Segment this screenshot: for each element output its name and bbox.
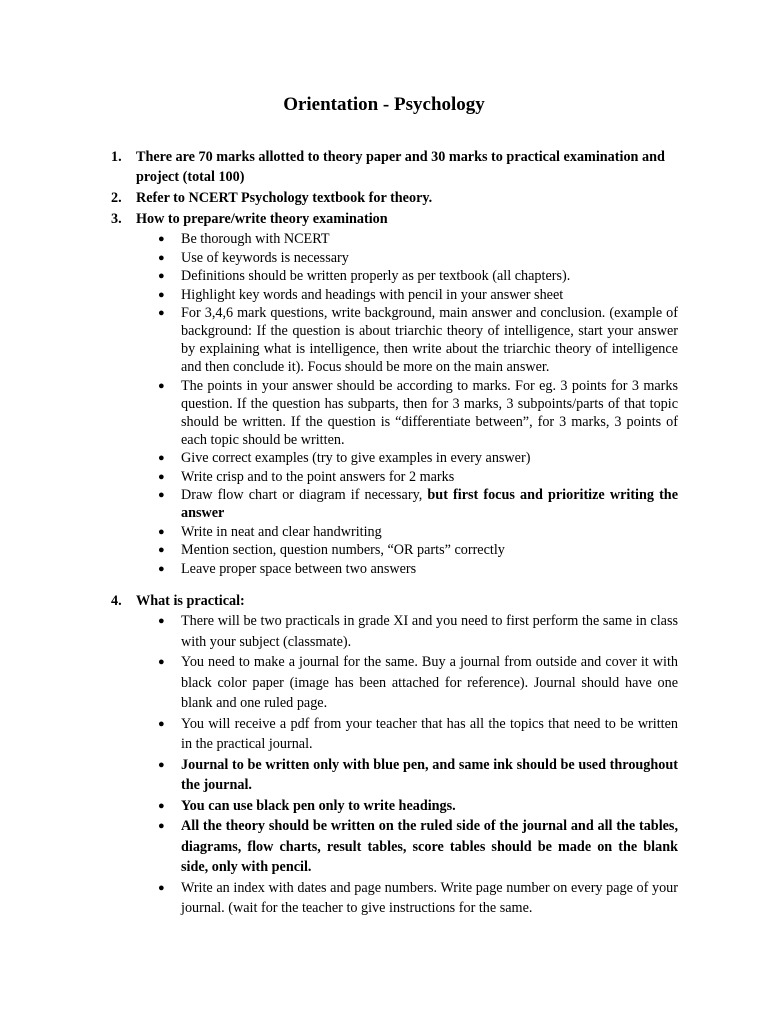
bullet-icon: ● xyxy=(158,489,165,501)
item-number: 3. xyxy=(111,211,122,227)
list-item: ● There will be two practicals in grade XI and you need to first perform the same in class with your subject (classmate). xyxy=(158,613,678,650)
list-item: ● For 3,4,6 mark questions, write background, main answer and conclusion. (example of background: If the question is about triarchic theory of intelligence, start your answer by explaining what is intelligence, then write about the triarchic theory of intelligence and then conclude it). Focus should be more on the main answer. xyxy=(158,305,678,375)
bullet-icon: ● xyxy=(158,525,165,538)
list-item: ● Draw flow chart or diagram if necessary, but first focus and prioritize writing the answer xyxy=(158,487,678,521)
list-item: ● Write crisp and to the point answers for 2 marks xyxy=(158,468,455,485)
bullet-icon: ● xyxy=(158,307,165,319)
list-item: ● Leave proper space between two answers xyxy=(158,560,417,577)
bullet-icon: ● xyxy=(158,470,165,483)
numbered-item-3 xyxy=(111,209,681,229)
bullet-icon: ● xyxy=(158,820,165,832)
list-item: ● The points in your answer should be according to marks. For eg. 3 points for 3 marks question. If the question has subparts, then for 3 marks, 3 subpoints/parts of that topic should be written. If the question is “differentiate between”, for 3 marks, 3 points of each topic should be written. xyxy=(158,377,678,448)
page-title: Orientation - Psychology xyxy=(283,94,485,115)
bullet-icon: ● xyxy=(158,288,165,301)
list-item: ● Journal to be written only with blue pen, and same ink should be used throughout the journal. xyxy=(158,756,678,793)
numbered-item-1 xyxy=(111,147,681,187)
practical-bullet-list xyxy=(156,611,678,919)
list-item: ● You will receive a pdf from your teacher that has all the topics that need to be written in the practical journal. xyxy=(158,715,678,752)
bullet-icon: ● xyxy=(158,452,165,464)
list-item: ● You need to make a journal for the same. Buy a journal from outside and cover it with black color paper (image has been attached for reference). Journal should have one blank and one ruled page. xyxy=(158,654,678,711)
list-item: ● Mention section, question numbers, “OR parts” correctly xyxy=(158,542,505,558)
item-number: 4. xyxy=(111,593,122,609)
bullet-icon: ● xyxy=(158,544,165,556)
bullet-icon: ● xyxy=(158,881,165,894)
item-text: How to prepare/write theory examination xyxy=(136,211,388,227)
bullet-icon: ● xyxy=(158,270,165,282)
bullet-icon: ● xyxy=(158,251,165,264)
bullet-icon: ● xyxy=(158,717,165,730)
bullet-icon: ● xyxy=(158,656,165,668)
list-item: ● All the theory should be written on the ruled side of the journal and all the tables, diagrams, flow charts, result tables, score tables should be made on the blank side, only with pencil. xyxy=(158,818,678,875)
list-item: ● Definitions should be written properly as per textbook (all chapters). xyxy=(158,268,571,284)
numbered-item-4 xyxy=(111,591,681,611)
list-item: ● Be thorough with NCERT xyxy=(158,231,330,247)
item-text: What is practical: xyxy=(136,593,245,609)
list-item: ● Use of keywords is necessary xyxy=(158,249,349,266)
bullet-icon: ● xyxy=(158,233,165,245)
list-item: ● Give correct examples (try to give examples in every answer) xyxy=(158,450,531,466)
bullet-icon: ● xyxy=(158,562,165,575)
item-text: Refer to NCERT Psychology textbook for theory. xyxy=(136,190,433,206)
item-text: There are 70 marks allotted to theory paper and 30 marks to practical examination and project (total 100) xyxy=(136,149,665,185)
list-item: ● Write an index with dates and page numbers. Write page number on every page of your journal. (wait for the teacher to give instructions for the same. xyxy=(158,879,678,916)
bullet-icon: ● xyxy=(158,615,165,627)
bullet-icon: ● xyxy=(158,799,165,812)
item-number: 1. xyxy=(111,149,122,165)
bullet-icon: ● xyxy=(158,379,165,392)
list-item: ● Highlight key words and headings with pencil in your answer sheet xyxy=(158,286,564,303)
list-item: ● You can use black pen only to write headings. xyxy=(156,796,678,817)
bullet-icon: ● xyxy=(158,758,165,771)
theory-bullet-list xyxy=(156,230,678,578)
list-item: ● Write in neat and clear handwriting xyxy=(158,523,382,540)
numbered-item-2 xyxy=(111,188,681,208)
item-number: 2. xyxy=(111,190,122,206)
